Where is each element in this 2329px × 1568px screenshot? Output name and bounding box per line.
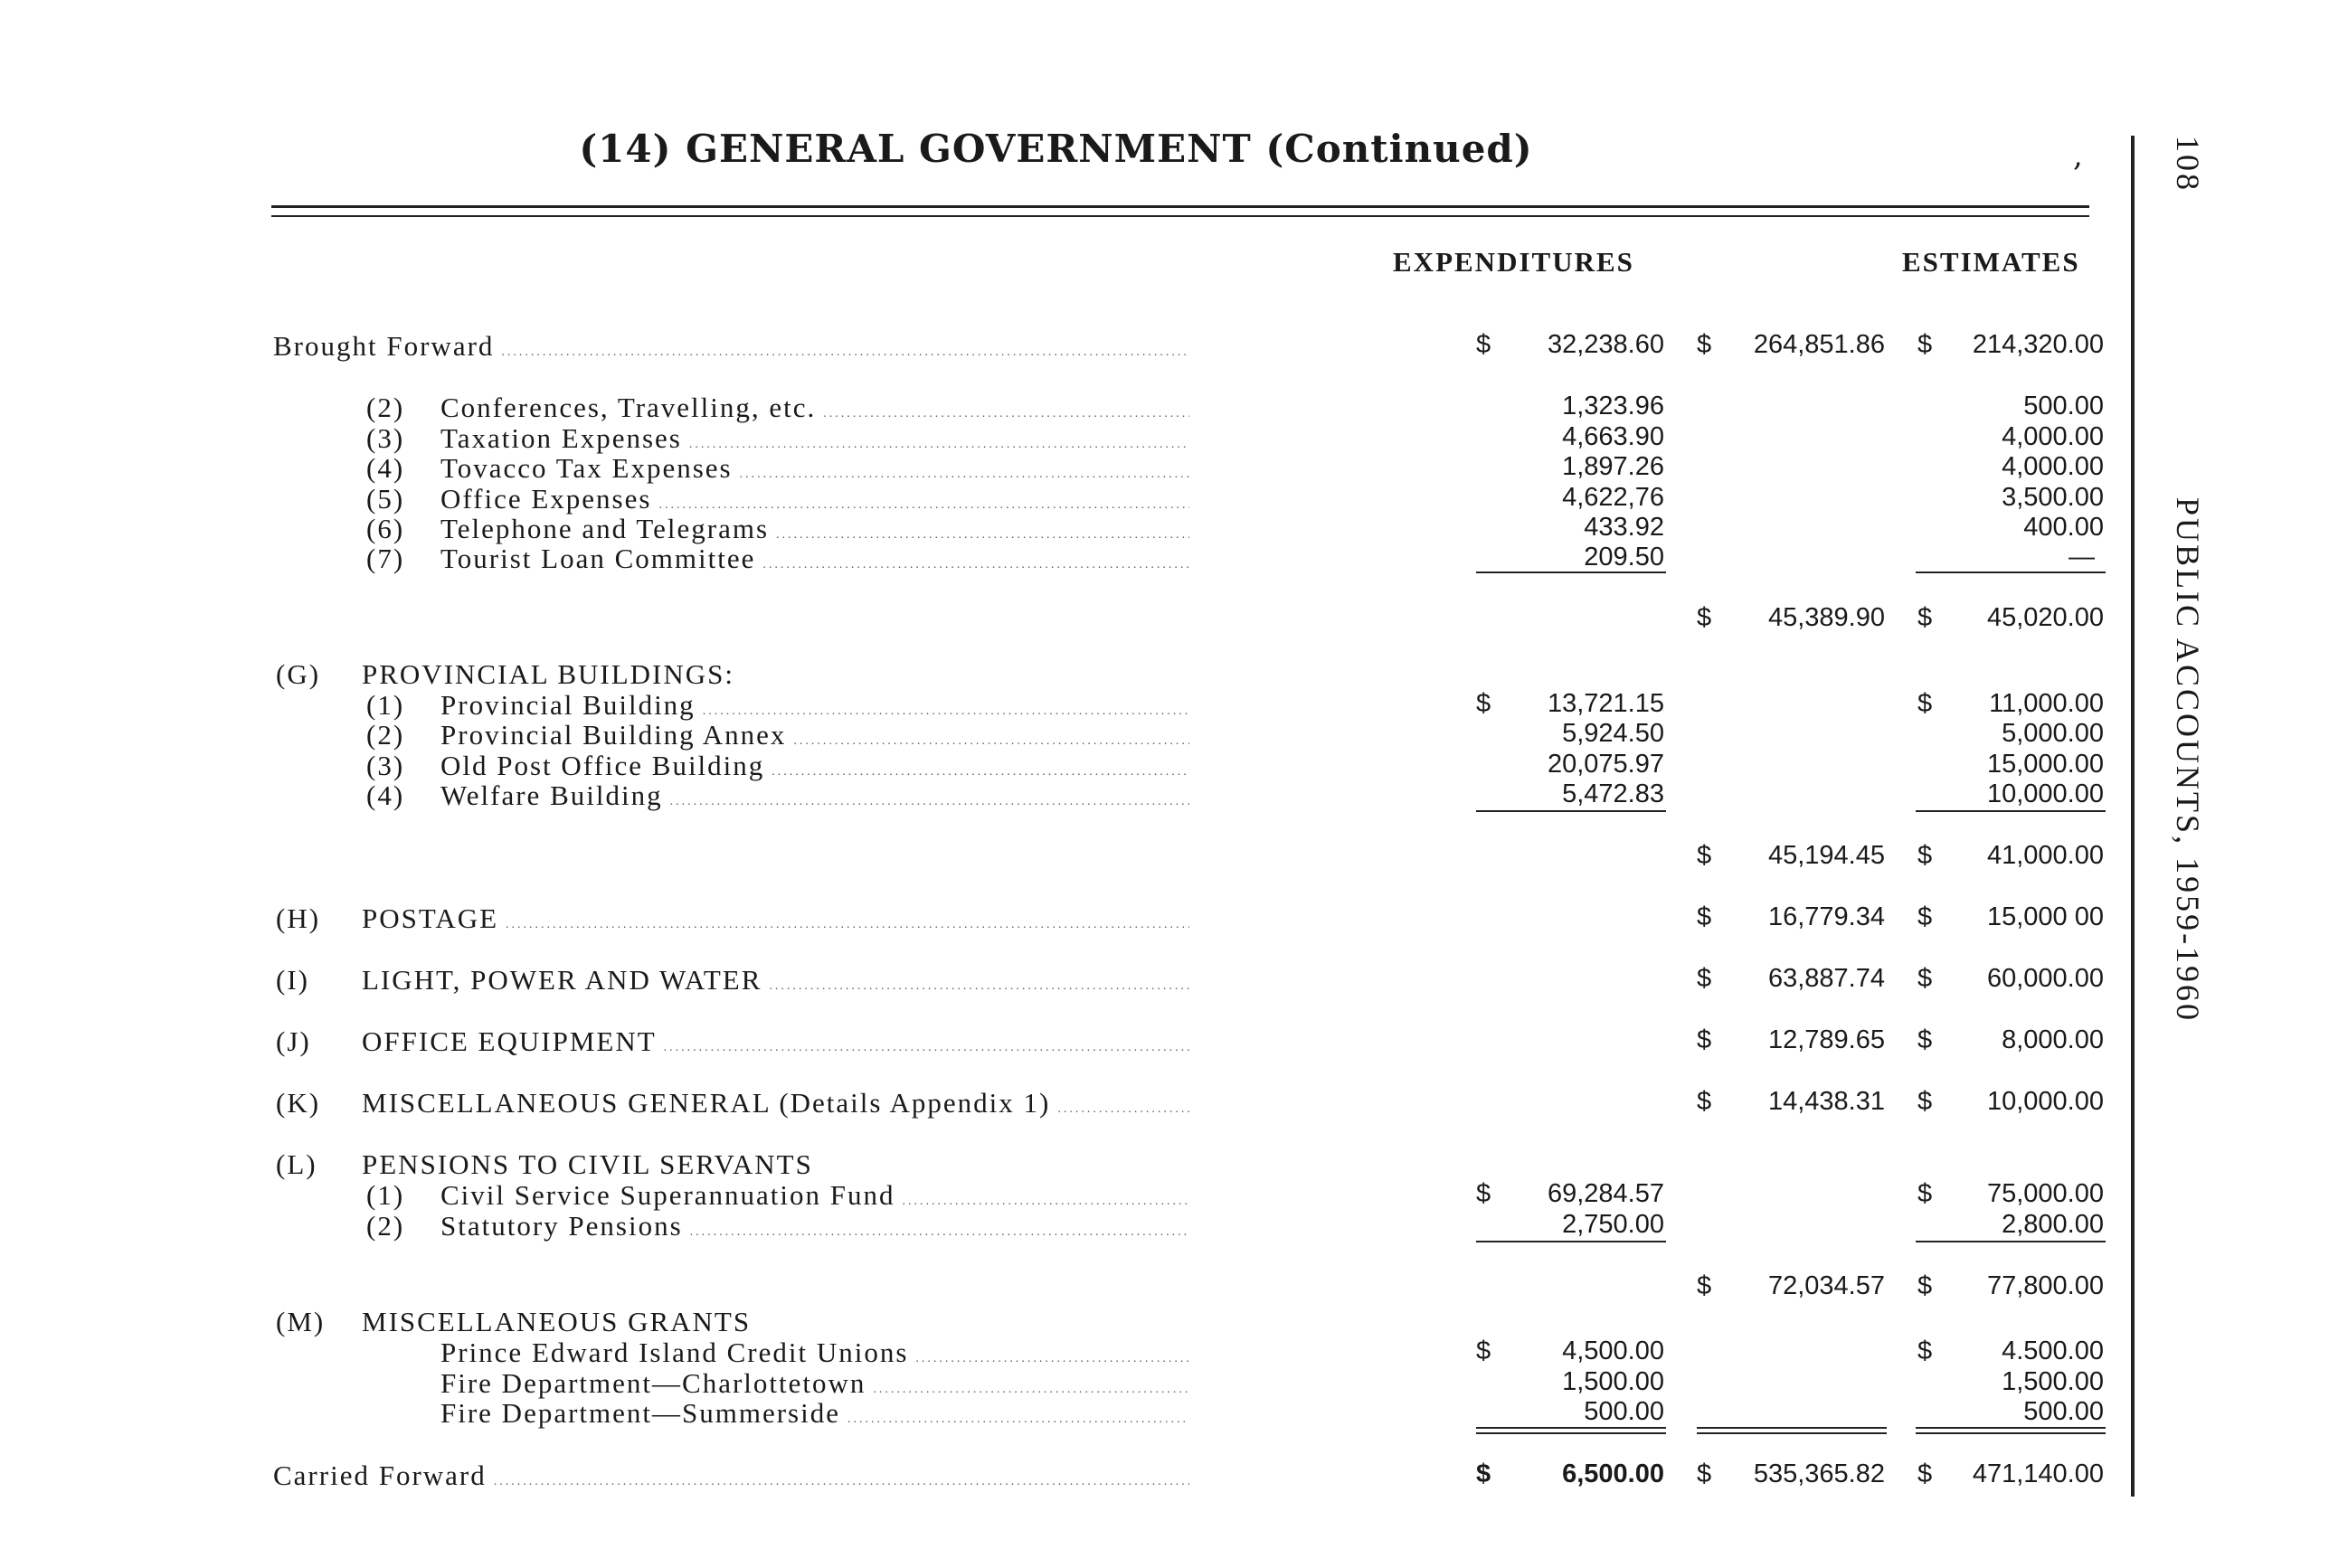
estimate-value: 400.00 xyxy=(2023,513,2104,542)
currency-symbol: $ xyxy=(1697,1087,1712,1116)
currency-symbol: $ xyxy=(1476,330,1491,359)
estimate-value: 15,000.00 xyxy=(1986,750,2104,779)
leader-dots xyxy=(670,795,1189,809)
total-value: 264,851.86 xyxy=(1753,330,1885,359)
leader-dots xyxy=(494,1475,1189,1489)
row-label xyxy=(440,779,1189,812)
row-label xyxy=(273,1459,1189,1492)
currency-symbol: $ xyxy=(1697,964,1712,993)
row-label xyxy=(362,1148,1176,1181)
estimate-value: 1,500.00 xyxy=(2002,1367,2104,1396)
row-label xyxy=(440,1179,1189,1212)
row-label xyxy=(440,452,1189,485)
row-label xyxy=(440,392,1189,424)
estimate-value: 4,000.00 xyxy=(2002,422,2104,451)
currency-symbol: $ xyxy=(1697,1271,1712,1300)
expenditure-value: 20,075.97 xyxy=(1547,750,1664,779)
leader-dots xyxy=(506,918,1189,932)
expenditure-value: 13,721.15 xyxy=(1547,689,1664,718)
row-label xyxy=(362,902,1189,935)
row-label-text: Fire Department—Summerside xyxy=(440,1397,840,1429)
estimate-value: 60,000.00 xyxy=(1986,964,2104,993)
row-label-text: MISCELLANEOUS GRANTS xyxy=(362,1306,752,1337)
leader-dots xyxy=(873,1383,1189,1397)
row-label xyxy=(440,719,1189,751)
estimate-value: 45,020.00 xyxy=(1986,603,2104,632)
leader-dots xyxy=(847,1412,1189,1427)
total-value: 12,789.65 xyxy=(1767,1025,1885,1054)
stray-mark: , xyxy=(2073,137,2083,174)
estimate-value: 10,000.00 xyxy=(1986,1087,2104,1116)
currency-symbol: $ xyxy=(1697,603,1712,632)
currency-symbol: $ xyxy=(1917,902,1933,931)
currency-symbol: $ xyxy=(1917,964,1933,993)
leader-dots xyxy=(903,1195,1189,1209)
total-value: 72,034.57 xyxy=(1767,1271,1885,1300)
total-value: 14,438.31 xyxy=(1767,1087,1885,1116)
expenditure-value: 4,622,76 xyxy=(1562,483,1664,512)
total-value: 535,365.82 xyxy=(1753,1459,1885,1488)
currency-symbol: $ xyxy=(1917,1459,1933,1488)
row-label xyxy=(440,1210,1189,1242)
row-label-text: POSTAGE xyxy=(362,902,499,934)
row-label xyxy=(440,1397,1189,1430)
estimate-value: 15,000 00 xyxy=(1986,902,2104,931)
estimate-value: 11,000.00 xyxy=(1989,689,2104,718)
leader-dots xyxy=(703,704,1189,719)
row-label xyxy=(362,1087,1189,1119)
row-label-text: Prince Edward Island Credit Unions xyxy=(440,1337,909,1368)
estimate-value: 10,000.00 xyxy=(1986,779,2104,808)
col-head-expenditures: EXPENDITURES xyxy=(1393,246,1634,278)
row-label-text: Fire Department—Charlottetown xyxy=(440,1367,866,1399)
row-number: (G) xyxy=(276,658,321,690)
estimate-value: 2,800.00 xyxy=(2002,1210,2104,1239)
leader-dots xyxy=(658,498,1189,513)
expenditure-value: 4,663.90 xyxy=(1562,422,1664,451)
expenditure-value: 500.00 xyxy=(1584,1397,1664,1426)
expenditure-value: 32,238.60 xyxy=(1547,330,1664,359)
row-label xyxy=(440,483,1189,515)
row-number: (H) xyxy=(276,902,321,934)
currency-symbol: $ xyxy=(1917,689,1933,718)
estimate-value: 4.500.00 xyxy=(2002,1337,2104,1365)
total-value: 63,887.74 xyxy=(1767,964,1885,993)
estimate-value: 5,000.00 xyxy=(2002,719,2104,748)
expenditure-value: 1,897.26 xyxy=(1562,452,1664,481)
expenditure-value: 6,500.00 xyxy=(1562,1459,1664,1488)
leader-dots xyxy=(740,468,1189,482)
leader-dots xyxy=(689,438,1189,452)
expenditure-value: 1,323.96 xyxy=(1562,392,1664,420)
row-number: (L) xyxy=(276,1148,317,1180)
currency-symbol: $ xyxy=(1476,1337,1491,1365)
currency-symbol: $ xyxy=(1476,1459,1491,1488)
leader-dots xyxy=(769,979,1189,994)
row-label xyxy=(273,330,1189,363)
estimate-value: 4,000.00 xyxy=(2002,452,2104,481)
currency-symbol: $ xyxy=(1697,1025,1712,1054)
currency-symbol: $ xyxy=(1917,1087,1933,1116)
currency-symbol: $ xyxy=(1697,1459,1712,1488)
currency-symbol: $ xyxy=(1697,902,1712,931)
row-number: (2) xyxy=(366,719,405,751)
leader-dots xyxy=(501,345,1189,360)
row-label xyxy=(440,689,1189,722)
subtotal-rule xyxy=(1476,810,1666,812)
row-number: (4) xyxy=(366,779,405,811)
currency-symbol: $ xyxy=(1697,330,1712,359)
subtotal-rule xyxy=(1916,1427,2106,1429)
expenditure-value: 209.50 xyxy=(1584,543,1664,571)
row-label-text: Office Expenses xyxy=(440,483,652,515)
row-number: (J) xyxy=(276,1025,311,1057)
row-number: (3) xyxy=(366,422,405,454)
subtotal-rule xyxy=(1476,1427,1666,1429)
estimate-dash: — xyxy=(2069,543,2095,571)
row-label xyxy=(362,1306,1176,1338)
estimate-value: 3,500.00 xyxy=(2002,483,2104,512)
expenditure-value: 69,284.57 xyxy=(1547,1179,1664,1208)
total-value: 16,779.34 xyxy=(1767,902,1885,931)
total-value: 45,389.90 xyxy=(1767,603,1885,632)
row-label-text: Conferences, Travelling, etc. xyxy=(440,392,817,423)
expenditure-value: 433.92 xyxy=(1584,513,1664,542)
currency-symbol: $ xyxy=(1476,689,1491,718)
row-number: (I) xyxy=(276,964,309,996)
leader-dots xyxy=(823,407,1189,421)
row-number: (6) xyxy=(366,513,405,544)
expenditure-value: 2,750.00 xyxy=(1562,1210,1664,1239)
currency-symbol: $ xyxy=(1917,1337,1933,1365)
estimate-value: 500.00 xyxy=(2023,392,2104,420)
estimate-value: 471,140.00 xyxy=(1972,1459,2104,1488)
row-label-text: PENSIONS TO CIVIL SERVANTS xyxy=(362,1148,813,1180)
expenditure-value: 1,500.00 xyxy=(1562,1367,1664,1396)
subtotal-rule xyxy=(1476,1241,1666,1242)
total-value: 45,194.45 xyxy=(1767,841,1885,870)
currency-symbol: $ xyxy=(1917,1271,1933,1300)
currency-symbol: $ xyxy=(1917,1025,1933,1054)
row-label-text: Civil Service Superannuation Fund xyxy=(440,1179,895,1211)
row-label-text: Tourist Loan Committee xyxy=(440,543,756,574)
estimate-value: 8,000.00 xyxy=(2002,1025,2104,1054)
estimate-value: 41,000.00 xyxy=(1986,841,2104,870)
subtotal-rule xyxy=(1476,1432,1666,1434)
row-number: (2) xyxy=(366,1210,405,1242)
row-label xyxy=(362,1025,1189,1058)
row-label xyxy=(362,964,1189,997)
currency-symbol: $ xyxy=(1697,841,1712,870)
estimate-value: 214,320.00 xyxy=(1972,330,2104,359)
leader-dots xyxy=(664,1041,1189,1055)
row-number: (5) xyxy=(366,483,405,515)
row-label-text: MISCELLANEOUS GENERAL (Details Appendix 1) xyxy=(362,1087,1051,1119)
row-number: (2) xyxy=(366,392,405,423)
row-label-text: Provincial Building Annex xyxy=(440,719,787,751)
subtotal-rule xyxy=(1916,810,2106,812)
subtotal-rule xyxy=(1697,1432,1887,1434)
expenditure-value: 5,472.83 xyxy=(1562,779,1664,808)
row-label xyxy=(362,658,1176,691)
row-label xyxy=(440,422,1189,455)
row-label-text: PROVINCIAL BUILDINGS: xyxy=(362,658,734,690)
leader-dots xyxy=(762,558,1189,572)
row-number: (3) xyxy=(366,750,405,781)
row-label xyxy=(440,1367,1189,1400)
col-head-estimates: ESTIMATES xyxy=(1902,246,2080,278)
row-label-text: Old Post Office Building xyxy=(440,750,765,781)
leader-dots xyxy=(776,528,1189,543)
row-label xyxy=(440,513,1189,545)
row-label-text: Taxation Expenses xyxy=(440,422,682,454)
leader-dots xyxy=(772,765,1189,779)
row-label xyxy=(440,1337,1189,1369)
expenditure-value: 4,500.00 xyxy=(1562,1337,1664,1365)
subtotal-rule xyxy=(1916,571,2106,573)
page-title: (14) GENERAL GOVERNMENT (Continued) xyxy=(579,127,1533,171)
subtotal-rule xyxy=(1476,571,1666,573)
row-label-text: Statutory Pensions xyxy=(440,1210,683,1242)
subtotal-rule xyxy=(1916,1432,2106,1434)
row-number: (4) xyxy=(366,452,405,484)
row-label xyxy=(440,750,1189,782)
row-label-text: OFFICE EQUIPMENT xyxy=(362,1025,657,1057)
row-number: (1) xyxy=(366,689,405,721)
currency-symbol: $ xyxy=(1917,841,1933,870)
side-title: PUBLIC ACCOUNTS, 1959-1960 xyxy=(2170,497,2206,1024)
header-rule xyxy=(271,205,2089,208)
currency-symbol: $ xyxy=(1917,603,1933,632)
row-number: (K) xyxy=(276,1087,321,1119)
currency-symbol: $ xyxy=(1917,330,1933,359)
estimate-value: 500.00 xyxy=(2023,1397,2104,1426)
row-label-text: LIGHT, POWER AND WATER xyxy=(362,964,762,996)
row-label-text: Carried Forward xyxy=(273,1459,487,1491)
row-number: (7) xyxy=(366,543,405,574)
subtotal-rule xyxy=(1916,1241,2106,1242)
currency-symbol: $ xyxy=(1917,1179,1933,1208)
row-label-text: Brought Forward xyxy=(273,330,495,362)
row-label xyxy=(440,543,1189,575)
estimate-value: 75,000.00 xyxy=(1986,1179,2104,1208)
header-rule-thin xyxy=(271,215,2089,217)
row-label-text: Telephone and Telegrams xyxy=(440,513,770,544)
currency-symbol: $ xyxy=(1476,1179,1491,1208)
estimate-value: 77,800.00 xyxy=(1986,1271,2104,1300)
row-label-text: Tovacco Tax Expenses xyxy=(440,452,733,484)
leader-dots xyxy=(1057,1102,1189,1117)
row-label-text: Provincial Building xyxy=(440,689,696,721)
row-label-text: Welfare Building xyxy=(440,779,663,811)
leader-dots xyxy=(690,1225,1189,1240)
row-number: (1) xyxy=(366,1179,405,1211)
leader-dots xyxy=(915,1352,1189,1366)
expenditure-value: 5,924.50 xyxy=(1562,719,1664,748)
side-page-number: 108 xyxy=(2170,136,2206,193)
leader-dots xyxy=(793,734,1189,749)
row-number: (M) xyxy=(276,1306,326,1337)
subtotal-rule xyxy=(1697,1427,1887,1429)
side-border xyxy=(2131,136,2135,1497)
